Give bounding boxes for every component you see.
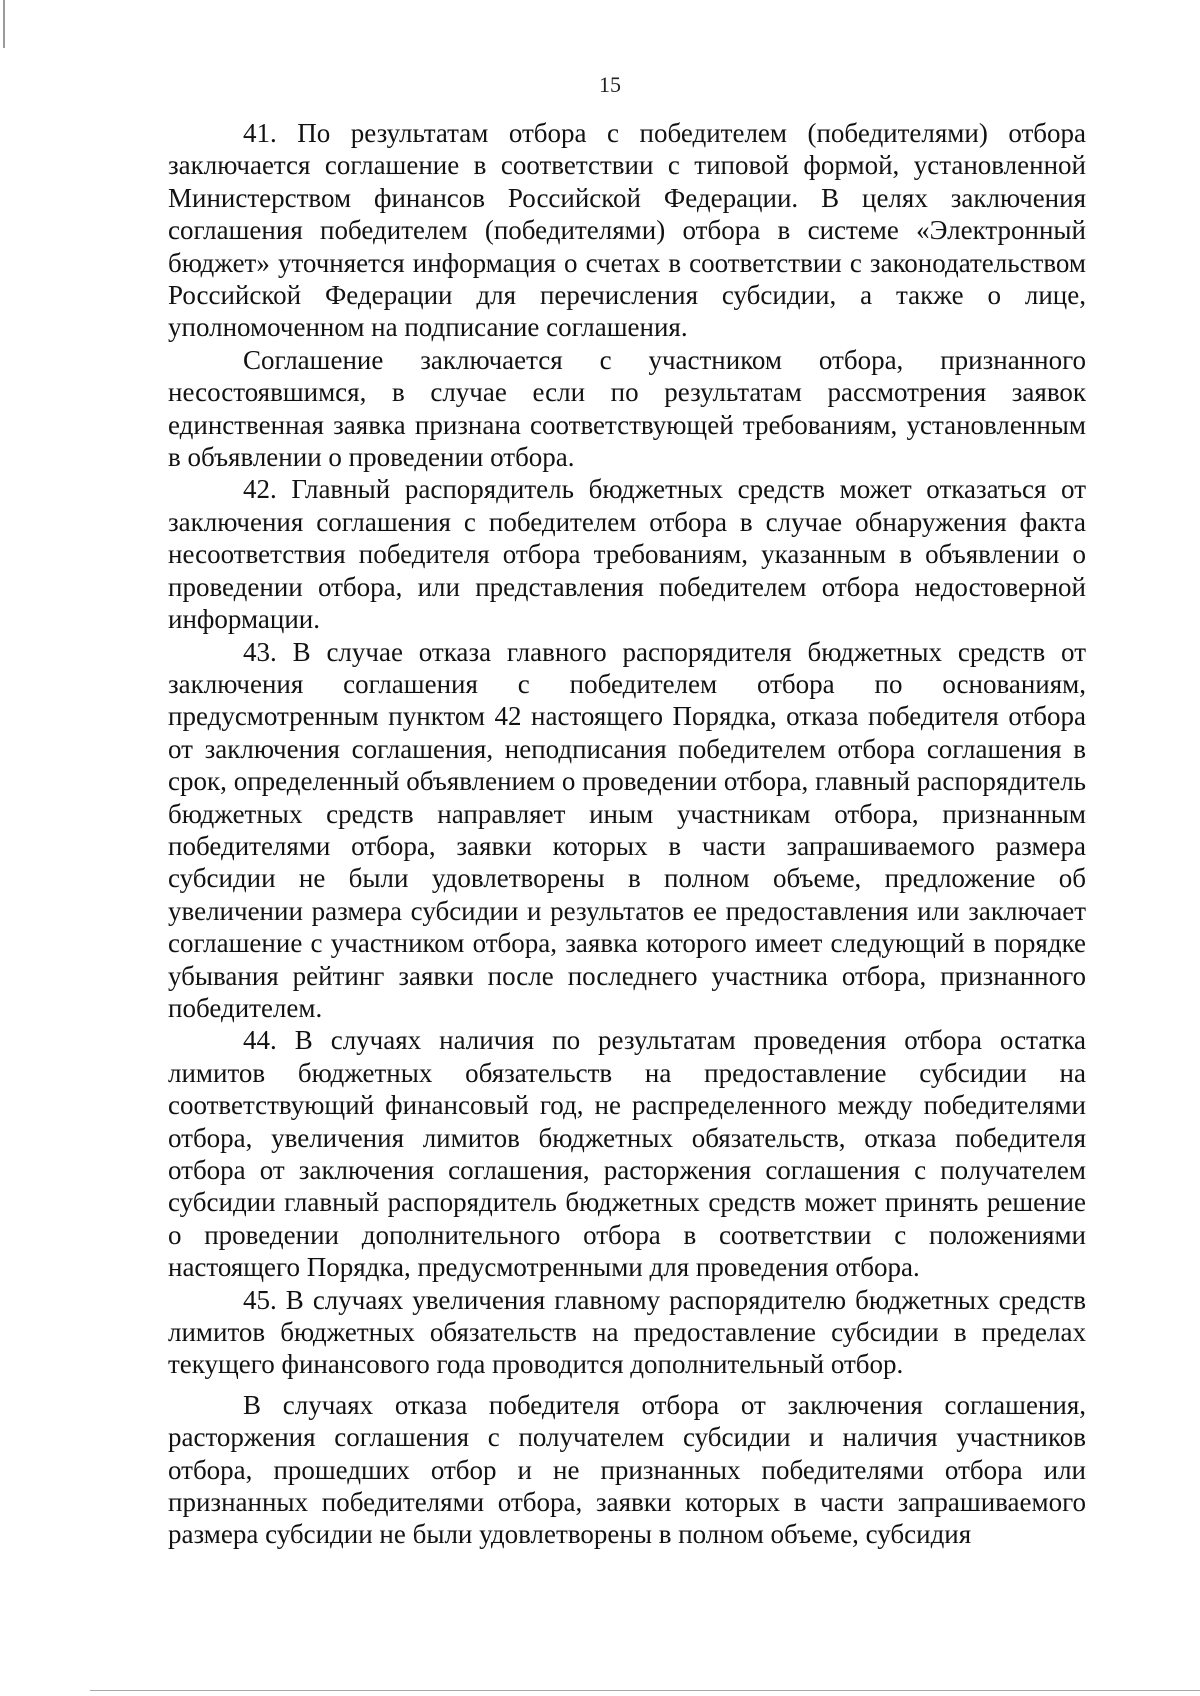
- paragraph-44: 44. В случаях наличия по результатам проведения отбора остатка лимитов бюджетных обязательств на предоставление субсидии на соответствующий финансовый год, не распределенного между победителями отбора, увеличения лимитов бюджетных обязательств, отказа победителя отбора от заключения соглашения, расторжения соглашения с получателем субсидии главный распорядитель бюджетных средств может принять решение о проведении дополнительного отбора в соответствии с положениями настоящего Порядка, предусмотренными для проведения отбора.: [168, 1025, 1086, 1283]
- scan-bottom-edge: [90, 1690, 1200, 1691]
- paragraph-45-continuation: В случаях отказа победителя отбора от заключения соглашения, расторжения соглашения с получателем субсидии и наличия участников отбора, прошедших отбор и не признанных победителями отбора или признанных победителями отбора, заявки которых в части запрашиваемого размера субсидии не были удовлетворены в полном объеме, субсидия: [168, 1389, 1086, 1550]
- document-body: [168, 117, 1086, 1551]
- page-number: 15: [599, 72, 621, 97]
- paragraph-45: 45. В случаях увеличения главному распорядителю бюджетных средств лимитов бюджетных обязательств на предоставление субсидии в пределах текущего финансового года проводится дополнительный отбор.: [168, 1284, 1086, 1380]
- paragraph-42: 42. Главный распорядитель бюджетных средств может отказаться от заключения соглашения с победителем отбора в случае обнаружения факта несоответствия победителя отбора требованиям, указанным в объявлении о проведении отбора, или представления победителем отбора недостоверной информации.: [168, 474, 1086, 635]
- paragraph-41: 41. По результатам отбора с победителем (победителями) отбора заключается соглашение в соответствии с типовой формой, установленной Министерством финансов Российской Федерации. В целях заключения соглашения победителем (победителями) отбора в системе «Электронный бюджет» уточняется информация о счетах в соответствии с законодательством Российской Федерации для перечисления субсидии, а также о лице, уполномоченном на подписание соглашения.: [168, 118, 1086, 343]
- scan-edge-mark: [3, 0, 5, 48]
- paragraph-43: 43. В случае отказа главного распорядителя бюджетных средств от заключения соглашения с победителем отбора по основаниям, предусмотренным пунктом 42 настоящего Порядка, отказа победителя отбора от заключения соглашения, неподписания победителем отбора соглашения в срок, определенный объявлением о проведении отбора, главный распорядитель бюджетных средств направляет иным участникам отбора, признанным победителями отбора, заявки которых в части запрашиваемого размера субсидии не были удовлетворены в полном объеме, предложение об увеличении размера субсидии и результатов ее предоставления или заключает соглашение с участником отбора, заявка которого имеет следующий в порядке убывания рейтинг заявки после последнего участника отбора, признанного победителем.: [168, 636, 1086, 1023]
- paragraph-41-agreement: Соглашение заключается с участником отбора, признанного несостоявшимся, в случае если по результатам рассмотрения заявок единственная заявка признана соответствующей требованиям, установленным в объявлении о проведении отбора.: [168, 344, 1086, 473]
